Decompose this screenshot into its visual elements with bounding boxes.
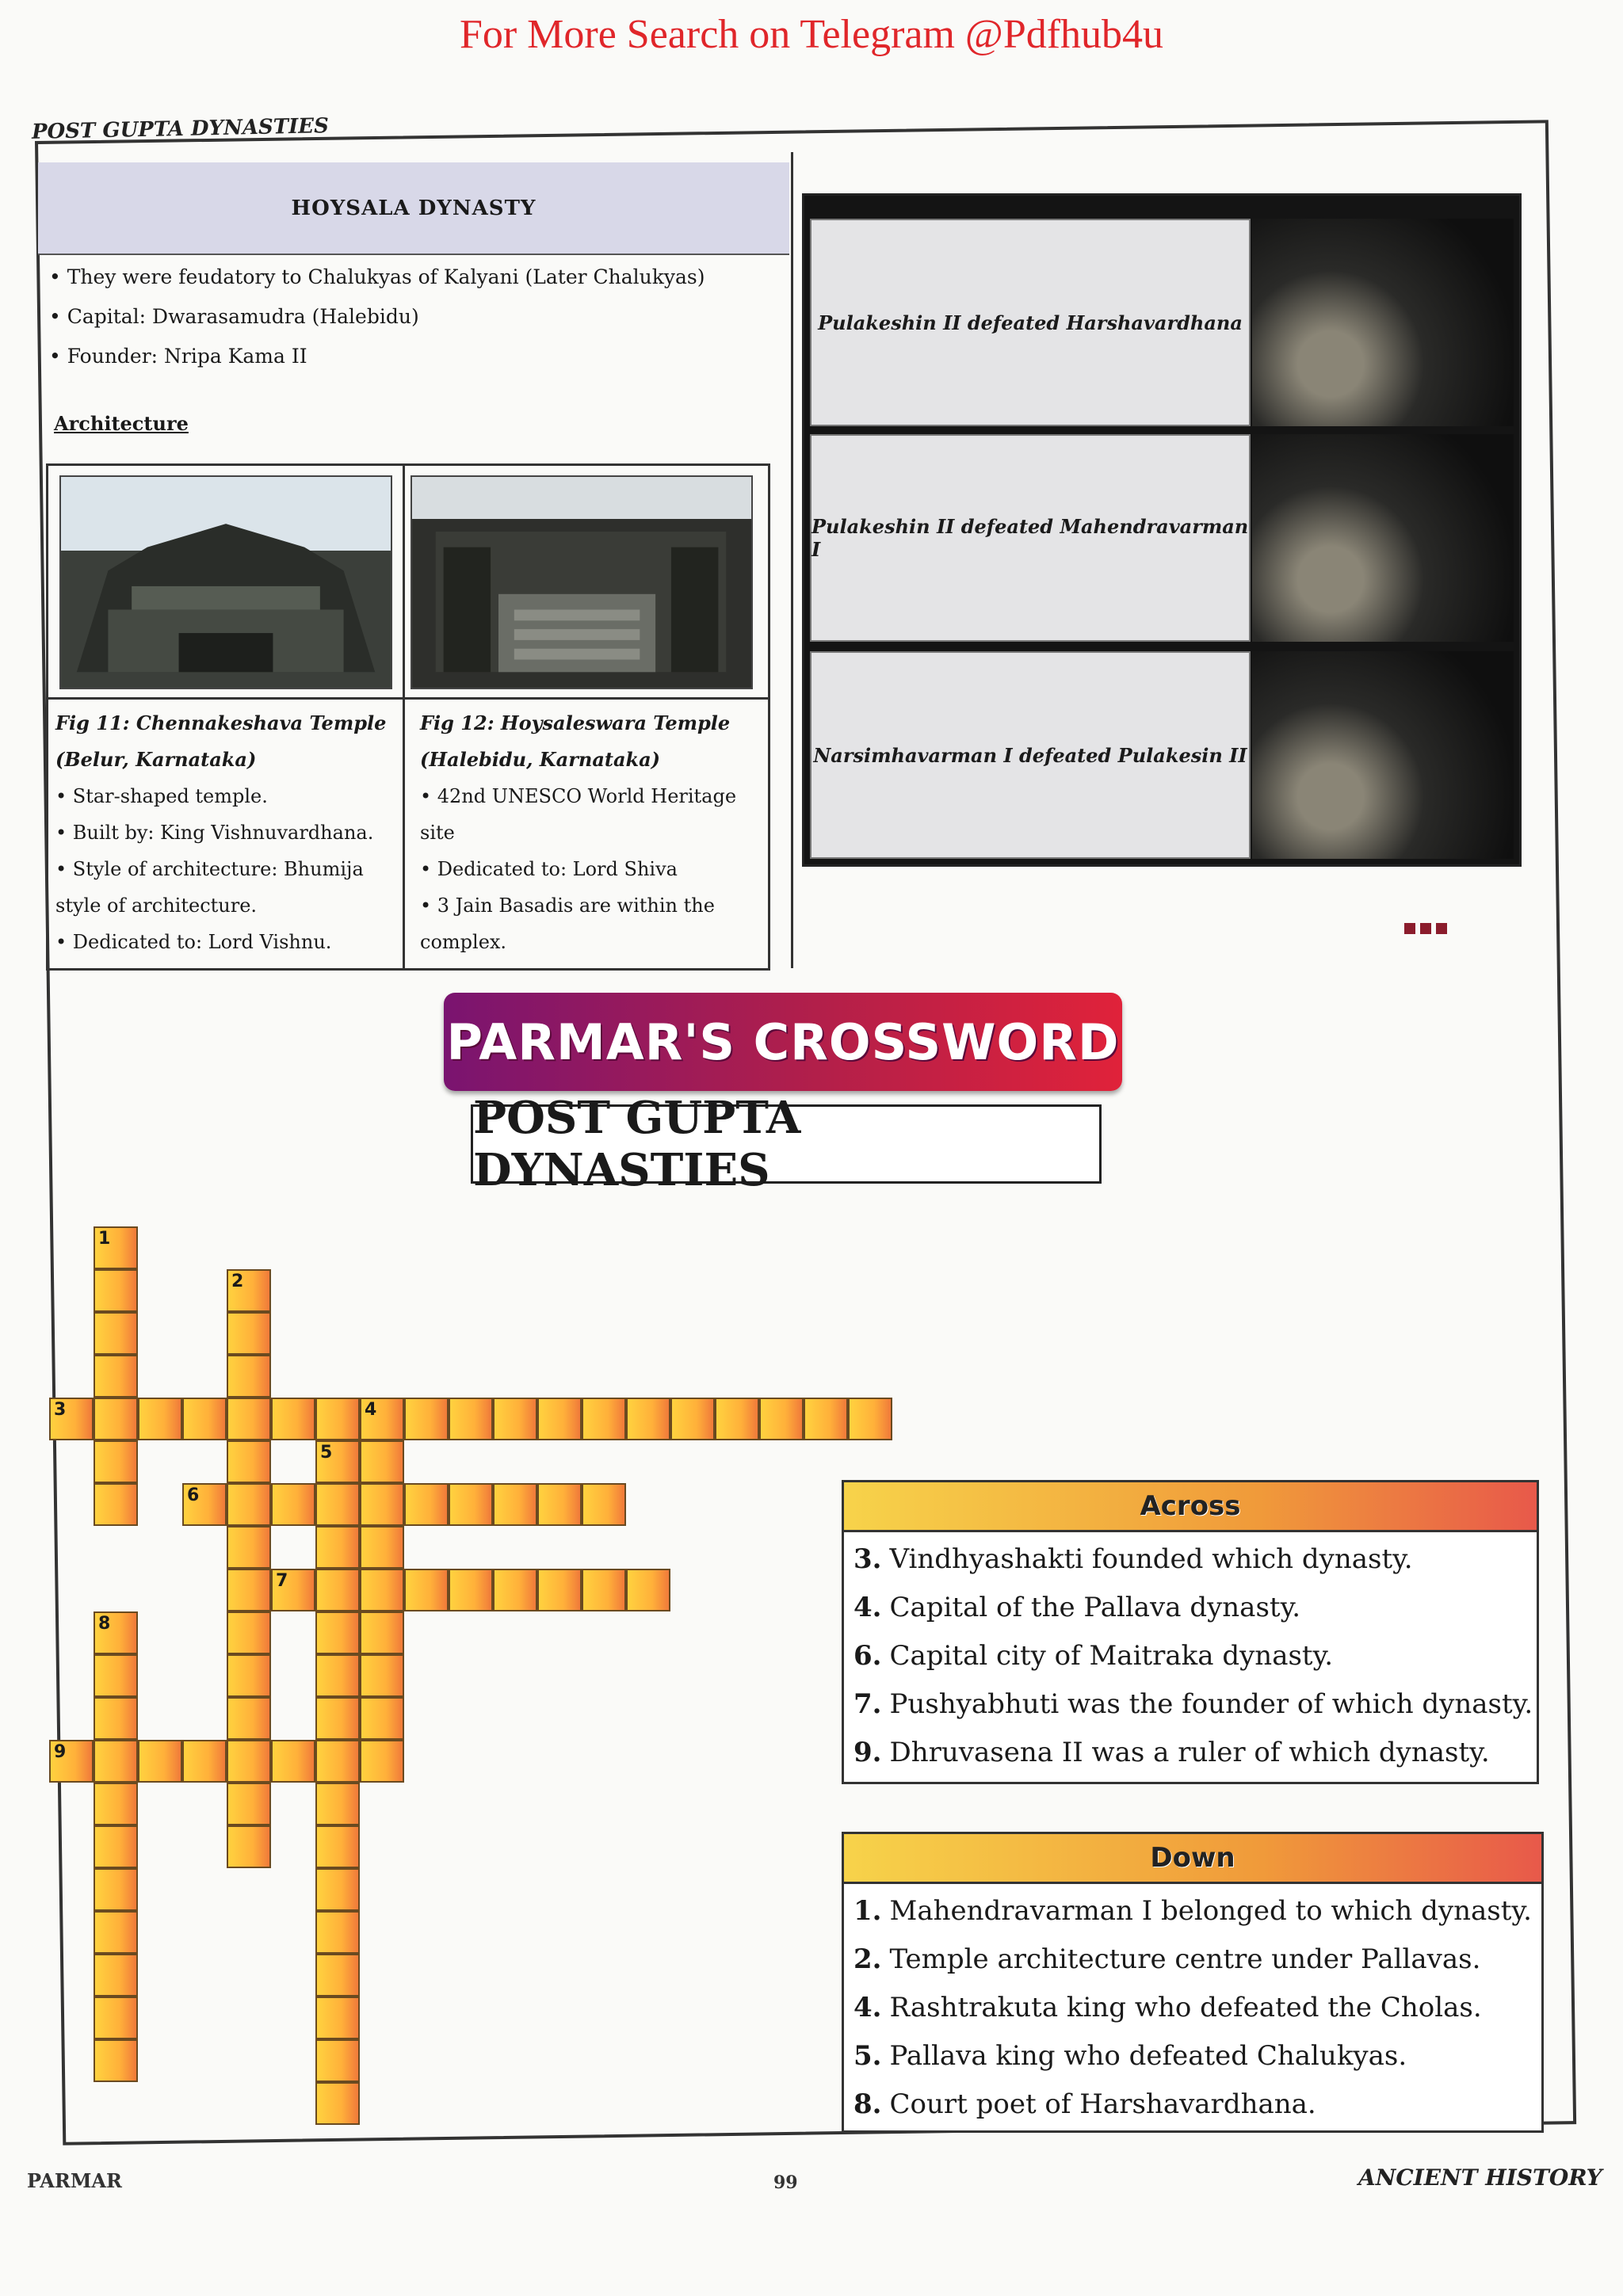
crossword-cell[interactable] — [404, 1483, 449, 1526]
crossword-cell[interactable] — [315, 1954, 360, 1997]
crossword-cell[interactable] — [94, 1269, 138, 1312]
chennakeshava-point: • Style of architecture: Bhumija style of architecture. — [55, 858, 364, 917]
crossword-cell[interactable] — [315, 1697, 360, 1740]
crossword-cell[interactable] — [227, 1697, 271, 1740]
crossword-cell[interactable] — [315, 2039, 360, 2082]
crossword-cell[interactable] — [537, 1569, 582, 1611]
crossword-cell[interactable] — [271, 1569, 315, 1611]
down-clue — [854, 1984, 1541, 2032]
down-clue — [854, 1936, 1541, 1984]
crossword-cell[interactable] — [49, 1740, 94, 1783]
chennakeshava-point: • Built by: King Vishnuvardhana. — [55, 822, 374, 844]
hoysala-facts — [49, 257, 705, 376]
crossword-cell[interactable] — [94, 1697, 138, 1740]
hoysaleswara-point: • 42nd UNESCO World Heritage site — [420, 785, 737, 844]
chennakeshava-caption: Fig 11: Chennakeshava Temple (Belur, Karnataka) — [55, 711, 387, 771]
running-head: POST GUPTA DYNASTIES — [31, 114, 330, 144]
crossword-cell[interactable] — [315, 1483, 360, 1526]
cell-number: 7 — [276, 1571, 288, 1591]
across-clue — [854, 1680, 1537, 1729]
crossword-cell[interactable] — [804, 1398, 848, 1440]
crossword-cell[interactable] — [582, 1398, 626, 1440]
clue-number: 1. — [854, 1895, 882, 1927]
crossword-subtitle-box — [471, 1092, 1102, 1196]
across-clue — [854, 1632, 1537, 1680]
crossword-cell[interactable] — [670, 1398, 715, 1440]
crossword-cell[interactable] — [94, 1355, 138, 1398]
down-clue — [854, 2081, 1541, 2129]
watermark-text: For More Search on Telegram @Pdfhub4u — [459, 12, 1164, 57]
chennakeshava-point: • Star-shaped temple. — [55, 785, 268, 807]
across-clue — [854, 1535, 1537, 1584]
crossword-cell[interactable] — [138, 1398, 182, 1440]
crossword-cell[interactable] — [315, 1526, 360, 1569]
crossword-cell[interactable] — [94, 1611, 138, 1654]
crossword-banner — [444, 993, 1122, 1091]
crossword-cell[interactable] — [315, 1569, 360, 1611]
crossword-cell[interactable] — [315, 1654, 360, 1697]
crossword-cell[interactable] — [360, 1569, 404, 1611]
crossword-cell[interactable] — [315, 1825, 360, 1868]
clue-number: 4. — [854, 1592, 882, 1623]
clue-number: 6. — [854, 1640, 882, 1672]
clue-number: 8. — [854, 2088, 882, 2120]
crossword-cell[interactable] — [227, 1526, 271, 1569]
crossword-cell[interactable] — [493, 1398, 537, 1440]
crossword-cell[interactable] — [182, 1483, 227, 1526]
crossword-cell[interactable] — [182, 1398, 227, 1440]
crossword-cell[interactable] — [360, 1654, 404, 1697]
crossword-cell[interactable] — [227, 1825, 271, 1868]
crossword-cell[interactable] — [227, 1440, 271, 1483]
crossword-cell[interactable] — [626, 1569, 670, 1611]
crossword-cell[interactable] — [582, 1569, 626, 1611]
chennakeshava-point: • Dedicated to: Lord Vishnu. — [55, 931, 332, 953]
crossword-cell[interactable] — [537, 1398, 582, 1440]
down-clue — [854, 1887, 1541, 1936]
clue-text: Court poet of Harshavardhana. — [889, 2088, 1316, 2120]
cell-number: 3 — [54, 1400, 67, 1420]
crossword-cell[interactable] — [315, 1440, 360, 1483]
crossword-cell[interactable] — [315, 1740, 360, 1783]
crossword-cell[interactable] — [404, 1398, 449, 1440]
crossword-cell[interactable] — [94, 2039, 138, 2082]
crossword-cell[interactable] — [493, 1483, 537, 1526]
crossword-cell[interactable] — [94, 1740, 138, 1783]
across-clue — [854, 1729, 1537, 1777]
architecture-table-divider — [403, 463, 405, 971]
crossword-cell[interactable] — [94, 1440, 138, 1483]
hoysaleswara-point: • Dedicated to: Lord Shiva — [420, 858, 678, 880]
clue-text: Pallava king who defeated Chalukyas. — [889, 2040, 1407, 2072]
cell-number: 9 — [54, 1742, 67, 1762]
down-header — [844, 1834, 1541, 1884]
clue-text: Mahendravarman I belonged to which dynasty. — [889, 1895, 1532, 1927]
clue-text: Vindhyashakti founded which dynasty. — [889, 1543, 1413, 1575]
crossword-cell[interactable] — [227, 1654, 271, 1697]
hoysaleswara-point: • 3 Jain Basadis are within the complex. — [420, 894, 715, 953]
down-clue — [854, 2032, 1541, 2081]
hoysaleswara-info — [420, 705, 761, 960]
fact-founder: • Founder: Nripa Kama II — [49, 345, 307, 368]
crossword-cell[interactable] — [227, 1483, 271, 1526]
crossword-cell[interactable] — [94, 1654, 138, 1697]
crossword-cell[interactable] — [315, 2082, 360, 2125]
crossword-cell[interactable] — [227, 1611, 271, 1654]
crossword-cell[interactable] — [94, 1398, 138, 1440]
crossword-cell[interactable] — [626, 1398, 670, 1440]
clue-text: Pushyabhuti was the founder of which dynasty. — [889, 1688, 1533, 1720]
fact-feudatory: • They were feudatory to Chalukyas of Kalyani (Later Chalukyas) — [49, 265, 705, 288]
crossword-cell[interactable] — [360, 1483, 404, 1526]
crossword-cell[interactable] — [449, 1483, 493, 1526]
crossword-cell[interactable] — [315, 1783, 360, 1825]
cell-number: 8 — [98, 1614, 111, 1634]
crossword-cell[interactable] — [227, 1569, 271, 1611]
crossword-cell[interactable] — [182, 1740, 227, 1783]
crossword-cell[interactable] — [360, 1526, 404, 1569]
chennakeshava-temple-photo — [59, 475, 392, 689]
crossword-cell[interactable] — [227, 1398, 271, 1440]
crossword-cell[interactable] — [94, 1911, 138, 1954]
crossword-cell[interactable] — [315, 1611, 360, 1654]
down-clues — [842, 1832, 1544, 2133]
clue-text: Capital city of Maitraka dynasty. — [889, 1640, 1334, 1672]
crossword-cell[interactable] — [315, 1997, 360, 2039]
crossword-cell[interactable] — [94, 1997, 138, 2039]
crossword-cell[interactable] — [449, 1398, 493, 1440]
crossword-cell[interactable] — [360, 1697, 404, 1740]
crossword-cell[interactable] — [848, 1398, 892, 1440]
relief-sculpture-image — [1252, 219, 1514, 426]
crossword-cell[interactable] — [449, 1569, 493, 1611]
clue-text: Rashtrakuta king who defeated the Cholas. — [889, 1992, 1482, 2023]
crossword-cell[interactable] — [271, 1483, 315, 1526]
clue-number: 2. — [854, 1943, 882, 1975]
crossword-cell[interactable] — [94, 1783, 138, 1825]
crossword-cell[interactable] — [715, 1398, 759, 1440]
crossword-cell[interactable] — [360, 1398, 404, 1440]
crossword-cell[interactable] — [315, 1868, 360, 1911]
crossword-cell[interactable] — [94, 1226, 138, 1269]
relief-sculpture-image — [1252, 651, 1514, 859]
footer-subject: ANCIENT HISTORY — [1358, 2164, 1602, 2191]
crossword-cell[interactable] — [227, 1740, 271, 1783]
clue-number: 5. — [854, 2040, 882, 2072]
clue-number: 4. — [854, 1992, 882, 2023]
crossword-subtitle: POST GUPTA DYNASTIES — [473, 1092, 801, 1196]
crossword-cell[interactable] — [360, 1611, 404, 1654]
architecture-label: Architecture — [54, 412, 189, 435]
crossword-cell[interactable] — [227, 1355, 271, 1398]
hoysaleswara-caption: Fig 12: Hoysaleswara Temple (Halebidu, Karnataka) — [420, 711, 731, 771]
clue-number: 9. — [854, 1737, 882, 1768]
clue-text: Temple architecture centre under Pallavas. — [889, 1943, 1481, 1975]
crossword-cell[interactable] — [138, 1740, 182, 1783]
chennakeshava-info — [55, 705, 396, 960]
crossword-cell[interactable] — [493, 1569, 537, 1611]
section-end-marker — [1404, 923, 1452, 936]
down-label: Down — [1150, 1842, 1235, 1874]
fact-capital: • Capital: Dwarasamudra (Halebidu) — [49, 305, 419, 328]
crossword-cell[interactable] — [759, 1398, 804, 1440]
crossword-cell[interactable] — [271, 1740, 315, 1783]
clue-text: Capital of the Pallava dynasty. — [889, 1592, 1301, 1623]
crossword-cell[interactable] — [227, 1312, 271, 1355]
hoysala-header — [38, 162, 789, 255]
cell-number: 4 — [365, 1400, 377, 1420]
crossword-cell[interactable] — [315, 1398, 360, 1440]
clue-number: 3. — [854, 1543, 882, 1575]
crossword-cell[interactable] — [94, 1312, 138, 1355]
footer-publisher: PARMAR — [27, 2169, 122, 2192]
crossword-cell[interactable] — [271, 1398, 315, 1440]
crossword-cell[interactable] — [315, 1911, 360, 1954]
crossword-cell[interactable] — [49, 1398, 94, 1440]
page-number: 99 — [773, 2172, 798, 2193]
cell-number: 5 — [320, 1443, 333, 1463]
battle-card: Narsimhavarman I defeated Pulakesin II — [810, 651, 1251, 859]
crossword-cell[interactable] — [582, 1483, 626, 1526]
clue-text: Dhruvasena II was a ruler of which dynasty. — [889, 1737, 1490, 1768]
across-header — [844, 1482, 1537, 1532]
crossword-cell[interactable] — [360, 1440, 404, 1483]
cell-number: 6 — [187, 1486, 200, 1505]
crossword-cell[interactable] — [94, 1483, 138, 1526]
across-clue — [854, 1584, 1537, 1632]
crossword-cell[interactable] — [404, 1569, 449, 1611]
column-divider — [791, 152, 793, 968]
crossword-cell[interactable] — [227, 1269, 271, 1312]
architecture-table-row-line — [46, 697, 770, 700]
battle-card: Pulakeshin II defeated Mahendravarman I — [810, 434, 1251, 642]
cell-number: 2 — [231, 1272, 244, 1291]
crossword-cell[interactable] — [360, 1740, 404, 1783]
crossword-cell[interactable] — [537, 1483, 582, 1526]
hoysala-title: HOYSALA DYNASTY — [291, 196, 537, 220]
crossword-cell[interactable] — [94, 1868, 138, 1911]
clue-number: 7. — [854, 1688, 882, 1720]
battle-card: Pulakeshin II defeated Harshavardhana — [810, 219, 1251, 426]
relief-sculpture-image — [1252, 434, 1514, 642]
crossword-cell[interactable] — [227, 1783, 271, 1825]
cell-number: 1 — [98, 1229, 111, 1249]
crossword-cell[interactable] — [94, 1954, 138, 1997]
crossword-cell[interactable] — [94, 1825, 138, 1868]
crossword-title: PARMAR'S CROSSWORD — [446, 1013, 1120, 1071]
hoysaleswara-temple-photo — [411, 475, 753, 689]
across-clues — [842, 1480, 1539, 1784]
across-label: Across — [1140, 1490, 1241, 1522]
